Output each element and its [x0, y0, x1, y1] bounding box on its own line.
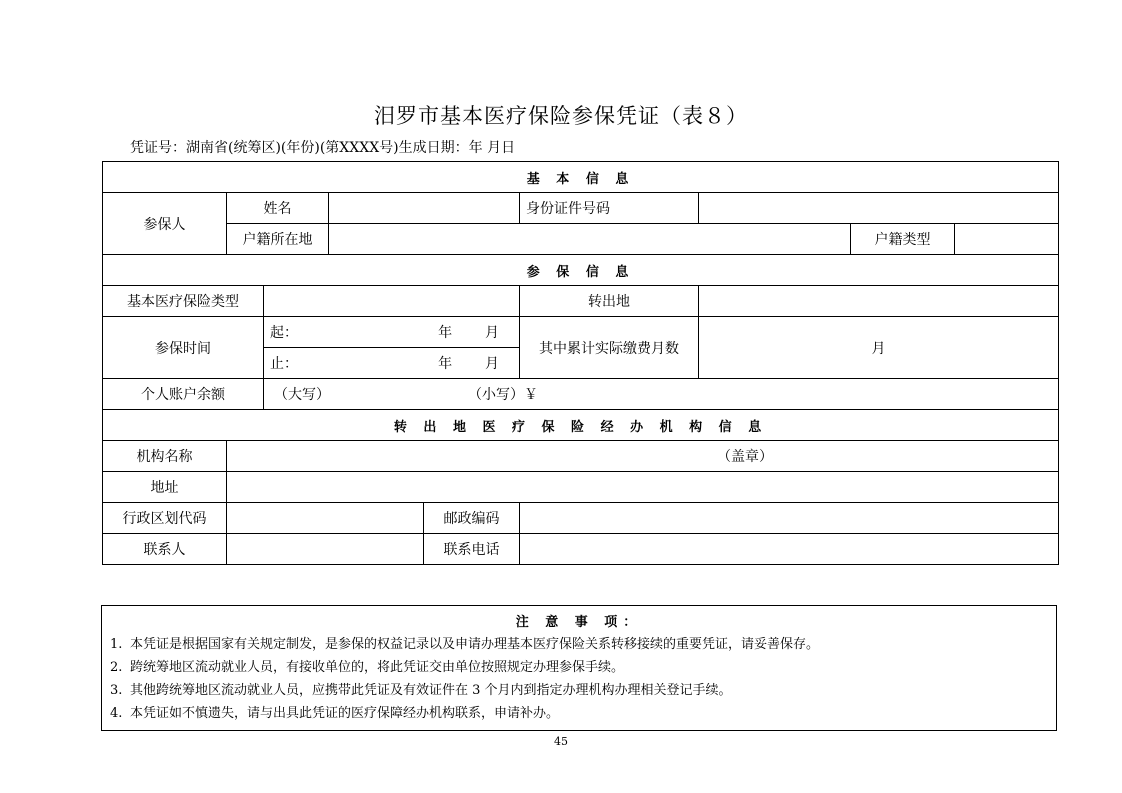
period-end-field[interactable] — [264, 348, 520, 379]
period-start-field[interactable] — [264, 317, 520, 348]
note-text: 本凭证如不慎遗失，请与出具此凭证的医疗保障经办机构联系，申请补办。 — [130, 706, 560, 721]
balance-lowercase: （小写）￥ — [468, 387, 538, 403]
period-start-prefix: 起： — [270, 325, 298, 341]
note-item — [102, 706, 1056, 722]
months-paid-field[interactable] — [699, 317, 1059, 379]
note-number: 3. — [110, 683, 123, 698]
name-label: 姓名 — [227, 193, 329, 224]
page-number: 45 — [554, 735, 568, 748]
address-field[interactable] — [227, 472, 1059, 503]
phone-field[interactable] — [520, 534, 1059, 565]
note-number: 4. — [110, 706, 123, 721]
months-unit: 月 — [871, 340, 886, 357]
notes-title: 注 意 事 项： — [515, 615, 643, 630]
household-location-label: 户籍所在地 — [227, 224, 329, 255]
balance-uppercase: （大写） — [274, 387, 330, 403]
note-text: 跨统筹地区流动就业人员，有接收单位的，将此凭证交由单位按照规定办理参保手续。 — [130, 660, 625, 675]
section-agency-info: 转 出 地 医 疗 保 险 经 办 机 构 信 息 — [103, 410, 1059, 441]
voucher-number-line: 凭证号：湖南省(统筹区)(年份)(第XXXX号)生成日期：年 月日 — [130, 140, 516, 156]
note-number: 2. — [110, 660, 123, 675]
household-type-label: 户籍类型 — [851, 224, 955, 255]
contact-label: 联系人 — [103, 534, 227, 565]
note-text: 其他跨统筹地区流动就业人员，应携带此凭证及有效证件在 3 个月内到指定办理机构办理相关登记手续。 — [130, 683, 732, 698]
agency-name-label: 机构名称 — [103, 441, 227, 472]
account-balance-label: 个人账户余额 — [103, 379, 264, 410]
account-balance-field[interactable] — [264, 379, 1059, 410]
postal-code-field[interactable] — [520, 503, 1059, 534]
note-item — [102, 683, 1056, 699]
period-start-month: 月 — [485, 325, 499, 341]
contact-field[interactable] — [227, 534, 424, 565]
postal-code-label: 邮政编码 — [424, 503, 520, 534]
period-end-month: 月 — [485, 356, 499, 372]
insurance-period-label: 参保时间 — [103, 317, 264, 379]
phone-label: 联系电话 — [424, 534, 520, 565]
insured-person-label: 参保人 — [103, 193, 227, 255]
section-basic-info: 基 本 信 息 — [103, 162, 1059, 193]
region-code-label: 行政区划代码 — [103, 503, 227, 534]
note-text: 本凭证是根据国家有关规定制发，是参保的权益记录以及申请办理基本医疗保险关系转移接续的重要凭证，请妥善保存。 — [130, 637, 820, 652]
id-number-label: 身份证件号码 — [520, 193, 699, 224]
transfer-from-label: 转出地 — [520, 286, 699, 317]
page-title: 汨罗市基本医疗保险参保凭证（表８） — [374, 104, 748, 128]
address-label: 地址 — [103, 472, 227, 503]
id-number-field[interactable] — [699, 193, 1059, 224]
insurance-voucher-table — [102, 161, 1059, 565]
region-code-field[interactable] — [227, 503, 424, 534]
seal-text: （盖章） — [717, 449, 773, 465]
insurance-type-field[interactable] — [264, 286, 520, 317]
note-number: 1. — [110, 637, 123, 652]
section-insurance-info: 参 保 信 息 — [103, 255, 1059, 286]
name-field[interactable] — [329, 193, 520, 224]
period-end-year: 年 — [438, 356, 453, 372]
household-location-field[interactable] — [329, 224, 851, 255]
notes-box — [101, 605, 1057, 731]
months-paid-label: 其中累计实际缴费月数 — [520, 317, 699, 379]
period-end-prefix: 止： — [270, 356, 298, 372]
household-type-field[interactable] — [955, 224, 1059, 255]
agency-name-field[interactable] — [227, 441, 1059, 472]
insurance-type-label: 基本医疗保险类型 — [103, 286, 264, 317]
note-item — [102, 637, 1056, 653]
period-start-year: 年 — [438, 325, 453, 341]
note-item — [102, 660, 1056, 676]
transfer-from-field[interactable] — [699, 286, 1059, 317]
